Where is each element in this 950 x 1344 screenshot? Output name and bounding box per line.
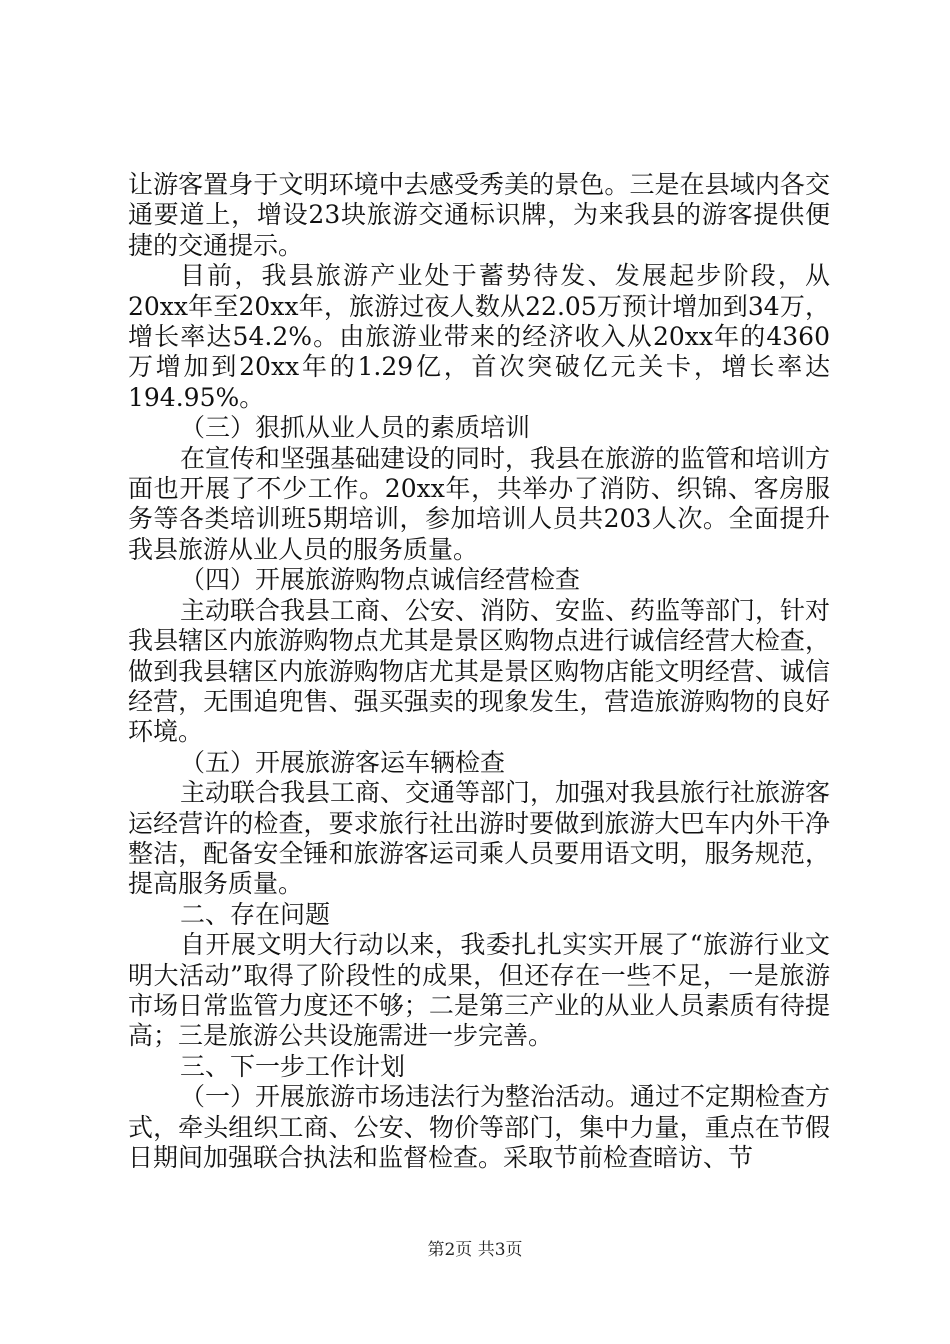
section-heading-problems: 二、存在问题 bbox=[180, 899, 331, 929]
section-heading-3: （三）狠抓从业人员的素质培训 bbox=[180, 413, 531, 443]
paragraph-2: 目前，我县旅游产业处于蓄势待发、发展起步阶段，从20xx年至20xx年，旅游过夜人数从22.05万预计增加到34万，增长率达54.2%。由旅游业带来的经济收入从20xx年的4360万增加到20xx年的1.29亿，首次突破亿元关卡，增长率达194.95%。 bbox=[128, 261, 830, 412]
paragraph-4: 在宣传和坚强基础建设的同时，我县在旅游的监管和培训方面也开展了不少工作。20xx年，共举办了消防、织锦、客房服务等各类培训班5期培训，参加培训人员共203人次。全面提升我县旅游从业人员的服务质量。 bbox=[128, 443, 831, 564]
section-heading-4: （四）开展旅游购物点诚信经营检查 bbox=[180, 565, 581, 595]
paragraph-12: （一）开展旅游市场违法行为整治活动。通过不定期检查方式，牵头组织工商、公安、物价等部门，集中力量，重点在节假日期间加强联合执法和监督检查。采取节前检查暗访、节 bbox=[128, 1082, 831, 1172]
page-number: 第2页 共3页 bbox=[427, 1240, 523, 1260]
section-heading-5: （五）开展旅游客运车辆检查 bbox=[180, 747, 506, 777]
paragraph-10: 自开展文明大行动以来，我委扎扎实实开展了“旅游行业文明大活动”取得了阶段性的成果，但还存在一些不足，一是旅游市场日常监管力度还不够；二是第三产业的从业人员素质有待提高；三是旅游公共设施需进一步完善。 bbox=[128, 930, 830, 1051]
paragraph-8: 主动联合我县工商、交通等部门，加强对我县旅行社旅游客运经营许的检查，要求旅行社出游时要做到旅游大巴车内外干净整洁，配备安全锤和旅游客运司乘人员要用语文明，服务规范，提高服务质量。 bbox=[128, 778, 831, 899]
paragraph-1: 让游客置身于文明环境中去感受秀美的景色。三是在县域内各交通要道上，增设23块旅游交通标识牌，为来我县的游客提供便捷的交通提示。 bbox=[128, 170, 830, 260]
paragraph-6: 主动联合我县工商、公安、消防、安监、药监等部门，针对我县辖区内旅游购物点尤其是景区购物点进行诚信经营大检查，做到我县辖区内旅游购物店尤其是景区购物店能文明经营、诚信经营，无围追兜售、强买强卖的现象发生，营造旅游购物的良好环境。 bbox=[128, 595, 831, 747]
section-heading-next-plan: 三、下一步工作计划 bbox=[180, 1051, 406, 1081]
document-body bbox=[128, 170, 830, 1173]
